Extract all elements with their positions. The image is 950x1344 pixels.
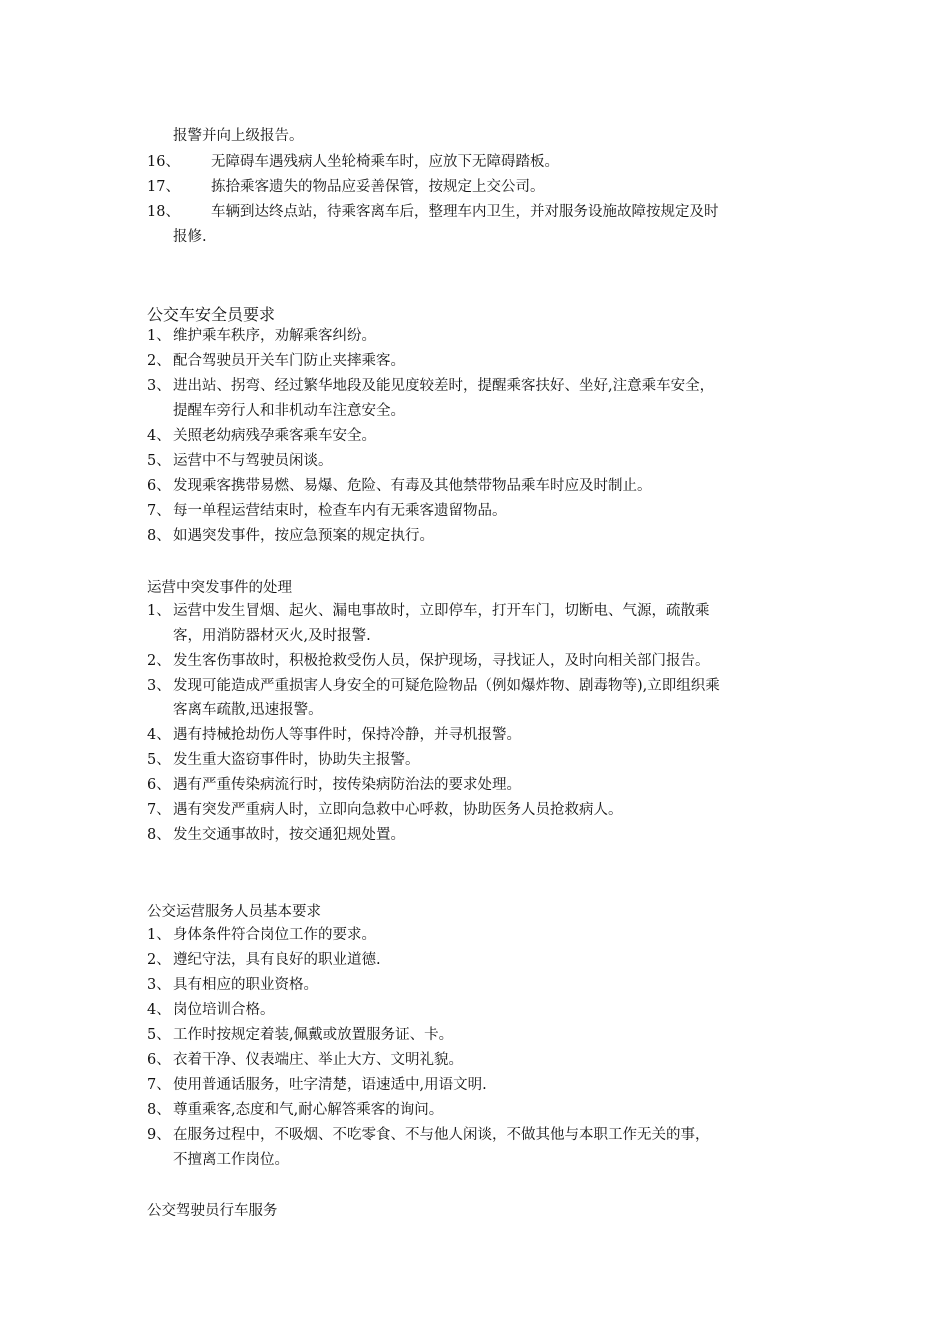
section-heading: 公交驾驶员行车服务 [147,1203,278,1219]
item-number: 2、 [147,952,171,968]
item-number: 9、 [147,1127,171,1143]
item-number: 2、 [147,353,171,369]
section-heading: 公交运营服务人员基本要求 [147,904,321,920]
item-number: 8、 [147,827,171,843]
item-text: 每一单程运营结束时，检查车内有无乘客遗留物品。 [173,503,507,519]
list-item-continuation [173,227,207,247]
item-number: 3、 [147,977,171,993]
item-number: 7、 [147,1077,171,1093]
item-text: 尊重乘客,态度和气,耐心解答乘客的询问。 [173,1102,444,1118]
item-text: 报修. [173,229,207,245]
item-number: 4、 [147,428,171,444]
item-number: 3、 [147,378,171,394]
item-number: 2、 [147,653,171,669]
item-text: 进出站、拐弯、经过繁华地段及能见度较差时，提醒乘客扶好、坐好,注意乘车安全， [173,378,715,394]
item-number: 4、 [147,727,171,743]
list-item-continuation [173,1150,289,1170]
item-text: 在服务过程中，不吸烟、不吃零食、不与他人闲谈，不做其他与本职工作无关的事， [173,1127,710,1143]
item-text: 遇有突发严重病人时，立即向急救中心呼救，协助医务人员抢救病人。 [173,802,623,818]
item-number: 4、 [147,1002,171,1018]
item-number: 7、 [147,503,171,519]
item-text: 遵纪守法，具有良好的职业道德. [173,952,381,968]
item-text: 客，用消防器材灭火,及时报警. [173,628,371,644]
item-text: 使用普通话服务，吐字清楚，语速适中,用语文明. [173,1077,487,1093]
item-text: 发现乘客携带易燃、易爆、危险、有毒及其他禁带物品乘车时应及时制止。 [173,478,652,494]
item-text: 如遇突发事件，按应急预案的规定执行。 [173,528,434,544]
item-number: 1、 [147,328,171,344]
item-number: 6、 [147,478,171,494]
item-text: 关照老幼病残孕乘客乘车安全。 [173,428,376,444]
item-number: 17、 [147,179,180,195]
item-text: 工作时按规定着装,佩戴或放置服务证、卡。 [173,1027,454,1043]
item-text: 车辆到达终点站，待乘客离车后，整理车内卫生，并对服务设施故障按规定及时 [211,204,719,220]
item-number: 3、 [147,678,171,694]
list-item-continuation [173,700,323,720]
item-text: 不擅离工作岗位。 [173,1152,289,1168]
item-text: 发生重大盗窃事件时，协助失主报警。 [173,752,420,768]
item-text: 遇有持械抢劫伤人等事件时，保持冷静，并寻机报警。 [173,727,521,743]
item-number: 8、 [147,1102,171,1118]
item-text: 维护乘车秩序，劝解乘客纠纷。 [173,328,376,344]
continuation-line [173,126,304,146]
item-number: 5、 [147,752,171,768]
list-item-continuation [173,626,371,646]
continuation-text: 报警并向上级报告。 [173,128,304,144]
item-text: 岗位培训合格。 [173,1002,275,1018]
item-text: 遇有严重传染病流行时，按传染病防治法的要求处理。 [173,777,521,793]
item-text: 发生交通事故时，按交通犯规处置。 [173,827,405,843]
list-item-continuation [173,401,405,421]
item-text: 发生客伤事故时，积极抢救受伤人员，保护现场，寻找证人，及时向相关部门报告。 [173,653,710,669]
item-number: 1、 [147,927,171,943]
item-text: 身体条件符合岗位工作的要求。 [173,927,376,943]
item-number: 5、 [147,1027,171,1043]
item-number: 7、 [147,802,171,818]
item-number: 18、 [147,204,180,220]
item-text: 提醒车旁行人和非机动车注意安全。 [173,403,405,419]
item-number: 8、 [147,528,171,544]
item-number: 5、 [147,453,171,469]
item-text: 客离车疏散,迅速报警。 [173,702,323,718]
item-text: 运营中发生冒烟、起火、漏电事故时，立即停车，打开车门，切断电、气源，疏散乘 [173,603,710,619]
item-text: 配合驾驶员开关车门防止夹摔乘客。 [173,353,405,369]
item-text: 衣着干净、仪表端庄、举止大方、文明礼貌。 [173,1052,463,1068]
item-text: 具有相应的职业资格。 [173,977,318,993]
item-number: 6、 [147,1052,171,1068]
item-text: 运营中不与驾驶员闲谈。 [173,453,333,469]
item-text: 发现可能造成严重损害人身安全的可疑危险物品（例如爆炸物、剧毒物等),立即组织乘 [173,678,720,694]
item-text: 拣拾乘客遗失的物品应妥善保管，按规定上交公司。 [211,179,545,195]
section-heading: 公交车安全员要求 [147,305,276,324]
item-number: 1、 [147,603,171,619]
item-number: 16、 [147,154,180,170]
item-number: 6、 [147,777,171,793]
section-heading: 运营中突发事件的处理 [147,580,292,596]
item-text: 无障碍车遇残病人坐轮椅乘车时，应放下无障碍踏板。 [211,154,559,170]
